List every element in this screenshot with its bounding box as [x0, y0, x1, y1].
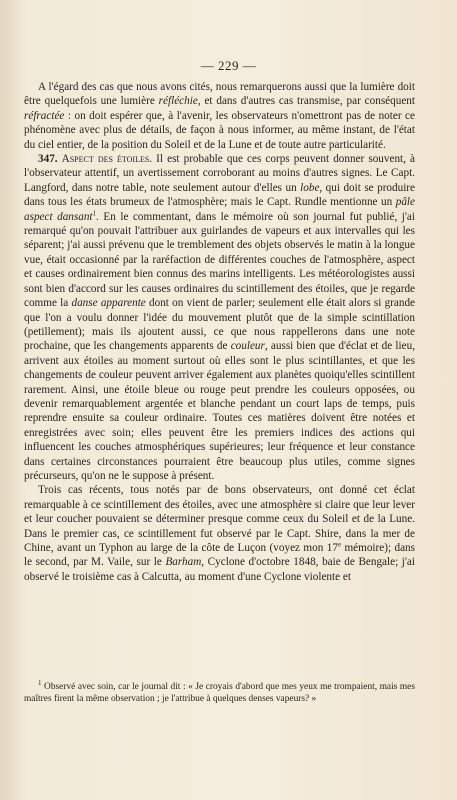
footnote-ref: 1	[92, 208, 97, 217]
body-text	[24, 80, 415, 584]
section-heading: Aspect des étoiles.	[61, 153, 153, 166]
footnote	[24, 678, 415, 705]
footnote-mark: 1	[38, 678, 42, 687]
page-number: — 229 —	[200, 58, 257, 73]
footnote-text: Observé avec soin, car le journal dit : « Je croyais d'abord que mes yeux me trompaient, mais mes maîtres firent la même observation ; je l'attribue à quelques denses vapeurs? »	[24, 682, 415, 705]
paragraph-1: A l'égard des cas que nous avons cités, nous remarquerons aussi que la lumière doit être quelquefois une lumière réfléchie, et dans d'autres cas transmise, par conséquent réfractée : on doit espérer que, à l'avenir, les observateurs n'omettront pas de noter ce phénomène avec plus de détails, de façon à nous informer, au même instant, de l'état du ciel entier, de la position du Soleil et de la Lune et de toute autre particularité.	[24, 81, 415, 151]
paragraph-3: Trois cas récents, tous notés par de bons observateurs, ont donné cet éclat remarquable à ce scintillement des étoiles, avec une atmosphère si claire que leur lever et leur coucher pouvaient se déterminer presque comme ceux du Soleil et de la Lune. Dans le premier cas, ce scintillement fut observé par le Capt. Shire, dans la mer de Chine, avant un Typhon au large de la côte de Luçon (voyez mon 17e mémoire); dans le second, par M. Vaile, sur le Barham, Cyclone d'octobre 1848, baie de Bengale; j'ai observé le troisième cas à Calcutta, au moment d'une Cyclone violente et	[24, 484, 416, 583]
section-number: 347.	[38, 153, 58, 166]
paragraph-347: 347. Aspect des étoiles. Il est probable que ces corps peuvent donner souvent, à l'observateur attentif, un avertissement corroborant au moins d'autres signes. Le Capt. Langford, dans notre table, note seulement autour d'elles un lobe, qui doit se produire dans tous les états brumeux de l'atmosphère; mais le Capt. Rundle mentionne un pâle aspect dansant$^1$. En le commentant, dans le mémoire où son journal fut publié, j'ai remarqué qu'on pouvait l'attribuer aux guirlandes de vapeurs et aux intervalles qui les séparent; j'ai aussi prévenu que le tremblement des objets observés le matin à la longue vue, était occasionné par la raréfaction de différentes couches de l'atmosphère, aspect et causes ordinairement bien connus des marins intelligents. Les météorologistes aussi sont bien d'accord sur les causes ordinaires du scintillement des étoiles, que je regarde comme la danse apparente dont on vient de parler; seulement elle était alors si grande que l'on a voulu donner l'idée du mouvement plutôt que de la simple scintillation (petillement); mais ils ajoutent aussi, ce que nous rappellerons dans une note prochaine, que les changements apparents de couleur, aussi bien que d'éclat et de lieu, arrivent aux étoiles au moment surtout où elles sont le plus scintillantes, et que les changements de couleur peuvent arriver également aux planètes quoiqu'elles scintillent rarement. Ainsi, une étoile bleue ou rouge peut prendre les couleurs opposées, ou devenir remarquablement argentée et blanche pendant un court laps de temps, puis reprendre ensuite sa couleur ordinaire. Toutes ces matières doivent être notées et enregistrées avec soin; elles peuvent être les premiers indices des actions qui influencent les couches atmosphériques supérieures; leur fréquence et leur constance dans certaines circonstances pourraient être beaucoup plus utiles, comme signes précurseurs, qu'on ne le suppose à présent.	[24, 153, 416, 482]
